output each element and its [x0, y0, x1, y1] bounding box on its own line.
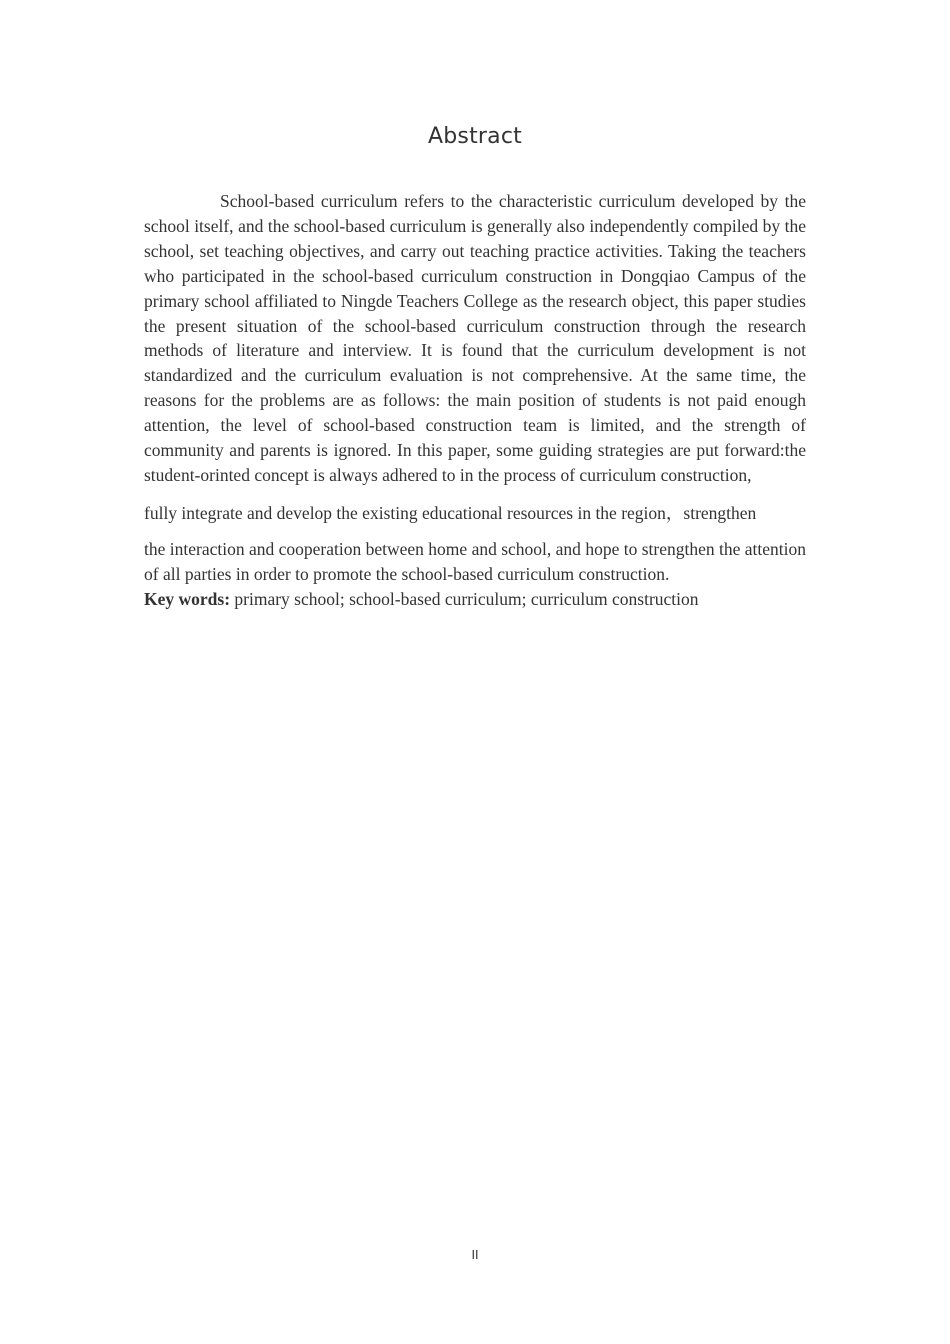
abstract-paragraph: fully integrate and develop the existing educational resources in the region，strengthen: [144, 502, 757, 523]
abstract-paragraph: School-based curriculum refers to the characteristic curriculum developed by the school itself, and the school-based curriculum is generally also independently compiled by the school, set teaching objectives, and carry out teaching practice activities. Taking the teachers who participated in the school-based curriculum construction in Dongqiao Campus of the primary school affiliated to Ningde Teachers College as the research object, this paper studies the present situation of the school-based curriculum construction through the research methods of literature and interview. It is found that the curriculum development is not standardized and the curriculum evaluation is not comprehensive. At the same time, the reasons for the problems are as follows: the main position of students is not paid enough attention, the level of school-based construction team is limited, and the strength of community and parents is ignored. In this paper, some guiding strategies are put forward:the student-orinted concept is always adhered to in the process of curriculum construction,: [144, 191, 806, 485]
abstract-paragraph: the interaction and cooperation between home and school, and hope to strengthen the attention of all parties in order to promote the school-based curriculum construction.: [144, 538, 806, 584]
keywords-line: [144, 587, 806, 612]
abstract-body: [144, 189, 806, 612]
keywords-text: primary school; school-based curriculum; curriculum construction: [230, 588, 699, 609]
page-number: II: [471, 1248, 479, 1262]
abstract-title: Abstract: [428, 124, 522, 149]
keywords-label: Key words:: [144, 588, 231, 609]
